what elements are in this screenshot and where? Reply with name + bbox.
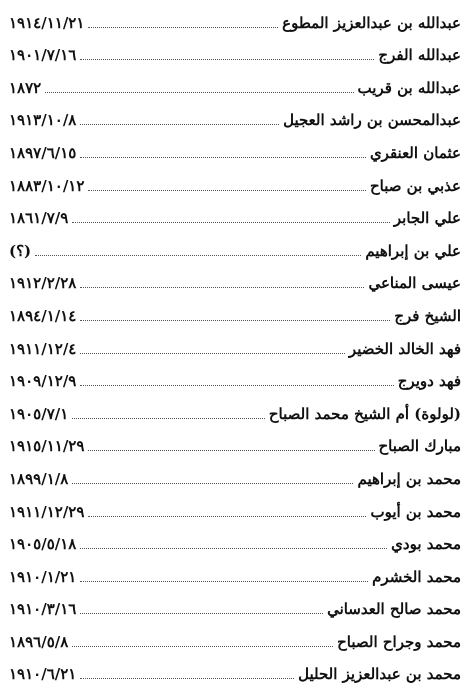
list-item <box>9 295 461 328</box>
dotted-leader <box>88 449 374 451</box>
entry-name: علي بن إبراهيم <box>365 241 461 260</box>
entry-date: ١٩١٤/١١/٢١ <box>9 13 85 32</box>
entry-date: ١٩٠١/٧/١٦ <box>9 46 77 65</box>
entry-name: محمد وجراح الصباح <box>337 632 461 651</box>
dotted-leader <box>88 189 366 191</box>
entry-name: عبدالله الفرج <box>378 46 461 65</box>
dotted-leader <box>45 91 353 93</box>
entry-date: ١٩١١/١٢/٤ <box>9 339 77 358</box>
entry-name: محمد بودي <box>391 535 461 554</box>
list-item <box>9 361 461 394</box>
entry-name: محمد بن عبدالعزيز الحليل <box>298 665 461 684</box>
list-item <box>9 589 461 622</box>
list-item <box>9 621 461 654</box>
list-item <box>9 165 461 198</box>
list-item <box>9 328 461 361</box>
dotted-leader <box>88 26 278 28</box>
entry-date: ١٩١١/١٢/٢٩ <box>9 502 85 521</box>
dotted-leader <box>72 417 265 419</box>
dotted-leader <box>80 58 374 60</box>
entry-date: ١٩١٠/٦/٢١ <box>9 665 77 684</box>
list-item <box>9 100 461 133</box>
dotted-leader <box>80 123 279 125</box>
dotted-leader <box>72 482 353 484</box>
list-item <box>9 35 461 68</box>
dotted-leader <box>80 156 366 158</box>
list-item <box>9 132 461 165</box>
list-item <box>9 263 461 296</box>
list-item <box>9 524 461 557</box>
entry-date: ١٨٧٢ <box>9 78 42 97</box>
entry-date: ١٨٩٧/٦/١٥ <box>9 143 77 162</box>
entry-date: ١٩٠٥/٥/١٨ <box>9 535 77 554</box>
dotted-leader <box>80 677 294 679</box>
dotted-leader <box>80 286 364 288</box>
entry-name: عبدالمحسن بن راشد العجيل <box>283 111 461 130</box>
entry-date: ١٩٠٩/١٢/٩ <box>9 372 77 391</box>
dotted-leader <box>80 384 393 386</box>
entry-date: ١٩٠٥/٧/١ <box>9 404 69 423</box>
entry-date: ١٩١٣/١٠/٨ <box>9 111 77 130</box>
entry-name: (لولوة) أم الشيخ محمد الصباح <box>268 404 461 423</box>
entry-date: ١٩١٠/٣/١٦ <box>9 600 77 619</box>
list-item <box>9 654 461 687</box>
dotted-leader <box>72 221 390 223</box>
dotted-leader <box>80 612 323 614</box>
entry-date: ١٩١٠/١/٢١ <box>9 567 77 586</box>
entry-date: ١٨٦١/٧/٩ <box>9 209 69 228</box>
list-item <box>9 67 461 100</box>
entry-date: ١٩١٢/٢/٢٨ <box>9 274 77 293</box>
entry-name: عثمان العنقري <box>369 143 461 162</box>
entry-name: فهد الخالد الخضير <box>348 339 461 358</box>
list-item <box>9 2 461 35</box>
entry-name: عبدالله بن عبدالعزيز المطوع <box>282 13 461 32</box>
list-item <box>9 426 461 459</box>
list-item <box>9 458 461 491</box>
list-item <box>9 491 461 524</box>
dotted-leader <box>72 645 333 647</box>
list-item <box>9 230 461 263</box>
entry-date: ١٨٩٦/٥/٨ <box>9 632 69 651</box>
entry-name: فهد دويرج <box>397 372 461 391</box>
entry-date: ١٨٩٤/١/١٤ <box>9 306 77 325</box>
entry-name: عيسى المناعي <box>368 274 461 293</box>
list-item <box>9 198 461 231</box>
entry-date: ١٩١٥/١١/٢٩ <box>9 437 85 456</box>
entry-date: (؟) <box>9 241 32 260</box>
entry-name: مبارك الصباح <box>378 437 461 456</box>
entry-name: محمد بن إبراهيم <box>357 469 461 488</box>
dotted-leader <box>80 319 390 321</box>
entry-date: ١٨٩٩/١/٨ <box>9 469 69 488</box>
entry-name: عبدالله بن قريب <box>357 78 461 97</box>
entry-name: عذبي بن صباح <box>369 176 461 195</box>
list-item <box>9 393 461 426</box>
names-date-list <box>9 2 461 686</box>
dotted-leader <box>80 352 345 354</box>
dotted-leader <box>88 515 366 517</box>
entry-name: محمد الخشرم <box>372 567 461 586</box>
entry-name: علي الجابر <box>393 209 461 228</box>
dotted-leader <box>80 580 368 582</box>
dotted-leader <box>35 254 361 256</box>
list-item <box>9 556 461 589</box>
entry-name: محمد صالح العدساني <box>327 600 461 619</box>
entry-name: الشيخ فرج <box>394 306 461 325</box>
entry-name: محمد بن أيوب <box>370 502 461 521</box>
entry-date: ١٨٨٣/١٠/١٢ <box>9 176 85 195</box>
dotted-leader <box>80 547 387 549</box>
